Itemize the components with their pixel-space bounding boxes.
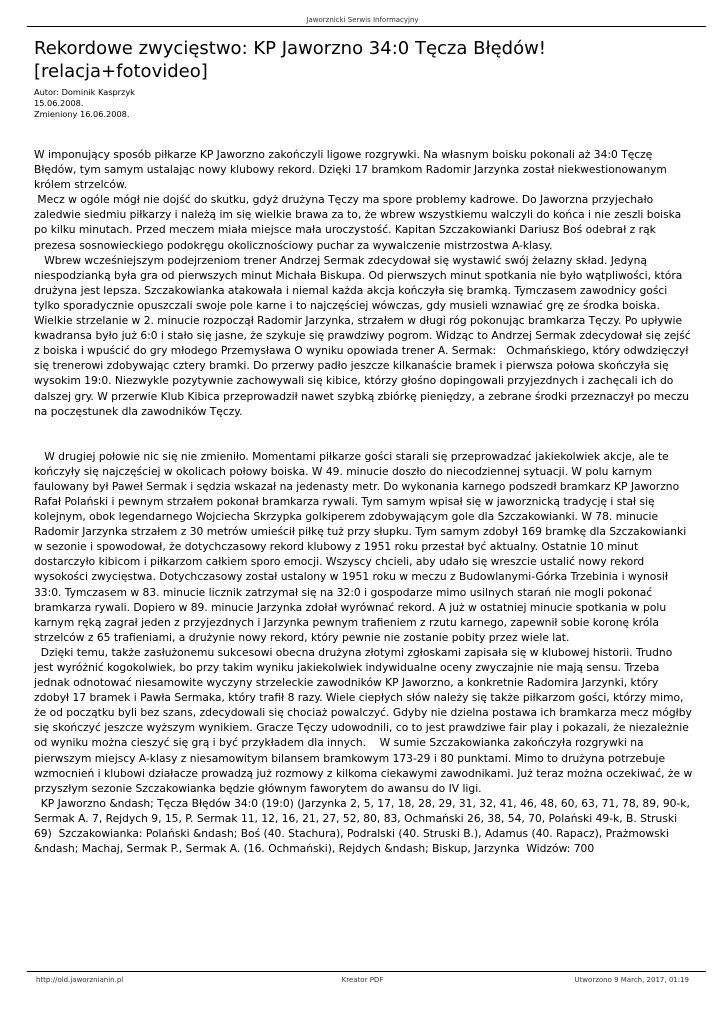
footer-divider — [27, 971, 706, 972]
article-body — [34, 147, 694, 856]
article-author: Autor: Dominik Kasprzyk — [34, 87, 135, 97]
match-summary: KP Jaworzno &ndash; Tęcza Błędów 34:0 (19:0) (Jarzynka 2, 5, 17, 18, 28, 29, 31, 32, 41, 46, 48, 60, 63, 71, 78, 89, 90-k, Sermak A. 7, Rejdych 9, 15, P. Sermak 11, 12, 16, 21, 27, 52, 80, 83, Ochmański 26, 38, 54, 70, Polański 49-k, B. Struski 69) Szczakowianka: Polański &ndash; Boś (40. Stachura), Podralski (40. Struski B.), Adamus (40. Rapacz), Prażmowski &ndash; Machaj, Sermak P., Sermak A. (16. Ochmański), Rejdych &ndash; Biskup, Jarzynka Widzów: 700 — [34, 796, 694, 856]
article-paragraph: W imponujący sposób piłkarze KP Jaworzno zakończyli ligowe rozgrywki. Na własnym boisku pokonali aż 34:0 Tęczę Błędów, tym samym ustalając nowy klubowy rekord. Dzięki 17 bramkom Radomir Jarzynka został niekwestionowanym królem strzelców. — [34, 148, 671, 192]
paragraph-gap — [34, 419, 694, 449]
article-meta — [34, 87, 135, 120]
article-modified: Zmieniony 16.06.2008. — [34, 109, 130, 119]
article-date: 15.06.2008. — [34, 98, 84, 108]
article-paragraph: Wbrew wcześniejszym podejrzeniom trener Andrzej Sermak zdecydował się wystawić swój żelazny skład. Jedyną niespodzianką była gra od pierwszych minut Michała Biskupa. Od pierwszych minut spotkania nie było wątpliwości, która drużyna jest lepsza. Szczakowianka atakowała i niemal każda akcja kończyła się bramką. Tymczasem zawodnicy gości tylko sporadycznie opuszczali swoje pole karne i to najczęściej wówczas, gdy musieli wznawiać grę ze środka boiska. Wielkie strzelanie w 2. minucie rozpoczął Radomir Jarzynka, strzałem w długi róg pokonując bramkarza Tęczy. Po upływie kwadransa było już 6:0 i stało się jasne, że szykuje się prawdziwy pogrom. Widząc to Andrzej Sermak zdecydował się zejść z boiska i wpuścić do gry młodego Przemysława O wyniku opowiada trener A. Sermak: Ochmańskiego, który odwdzięczył się trenerowi zdobywając cztery bramki. Do przerwy padło jeszcze kilkanaście bramek i pierwsza połowa skończyła się wysokim 19:0. Niezwykle pozytywnie zachowywali się kibice, którzy głośno dopingowali przyjezdnych i zachęcali ich do dalszej gry. W przerwie Klub Kibica przeprowadził nawet szybką zbiórkę pieniędzy, a zebrane środki przeznaczył po meczu na poczęstunek dla zawodników Tęczy. — [34, 253, 695, 418]
footer-created: Utworzono 9 March, 2017, 01:19 — [574, 976, 689, 984]
article-paragraph: Mecz w ogóle mógł nie dojść do skutku, gdyż drużyna Tęczy ma spore problemy kadrowe. Do Jaworzna przyjechało zaledwie siedmiu piłkarzy i należą im się wielkie brawa za to, że wbrew wszystkiemu walczyli do końca i nie zeszli boiska po kilku minutach. Przed meczem miała miejsce mała uroczystość. Kapitan Szczakowianki Dariusz Boś odebrał z rąk prezesa sosnowieckiego podokręgu okolicznościowy puchar za wywalczenie mistrzostwa A-klasy. — [34, 193, 685, 252]
header-divider — [27, 26, 706, 27]
site-header: Jaworznicki Serwis Informacyjny — [306, 16, 419, 24]
article-paragraph: Dzięki temu, także zasłużonemu sukcesowi obecna drużyna złotymi zgłoskami zapisała się w klubowej historii. Trudno jest wyróżnić kogokolwiek, bo przy takim wyniku jakiekolwiek indywidualne oceny zwyczajnie nie mają sensu. Trzeba jednak odnotować niesamowite wyczyny strzeleckie zawodników KP Jaworzno, a konkretnie Radomira Jarzynki, który zdobył 17 bramek i Pawła Sermaka, który trafił 8 razy. Wiele ciepłych słów należy się także piłkarzom gości, którzy mimo, że od początku byli bez szans, zdecydowali się chociaż powalczyć. Gdyby nie dzielna postawa ich bramkarza mecz mógłby się skończyć jeszcze wyższym wynikiem. Gracze Tęczy udowodnili, co to jest prawdziwe fair play i pokazali, że niezależnie od wyniku można cieszyć się grą i być przykładem dla innych. W sumie Szczakowianka zakończyła rozgrywki na pierwszym miejscy A-klasy z niesamowitym bilansem bramkowym 173-29 i 80 punktami. Mimo to drużyna potrzebuje wzmocnień i klubowi działacze prowadzą już rozmowy z kilkoma ciekawymi zawodnikami. Już teraz można oczekiwać, że w przyszłym sezonie Szczakowianka będzie głównym faworytem do awansu do IV ligi. — [34, 645, 696, 795]
article-title: Rekordowe zwycięstwo: KP Jaworzno 34:0 Tęcza Błędów! [relacja+fotovideo] — [34, 38, 547, 82]
article-paragraph: W drugiej połowie nic się nie zmieniło. Momentami piłkarze gości starali się przeprowadzać jakiekolwiek akcje, ale te kończyły się najczęściej w okolicach połowy boiska. W 49. minucie doszło do niecodziennej sytuacji. W polu karnym faulowany był Paweł Sermak i sędzia wskazał na jedenasty metr. Do wykonania karnego podszedł bramkarz KP Jaworzno Rafał Polański i pewnym strzałem pokonał bramkarza rywali. Tym samym wpisał się w jaworznicką tradycję i stał się kolejnym, obok legendarnego Wojciecha Skrzypka golkiperem zdobywającym gole dla Szczakowianki. W 78. minucie Radomir Jarzynka strzałem z 30 metrów umieścił piłkę tuż przy słupku. Tym samym zdobył 169 bramkę dla Szczakowianki w sezonie i spowodował, że dotychczasowy rekord klubowy z 1951 roku przestał być aktualny. Ostatnie 10 minut dostarczyło kibicom i piłkarzom całkiem sporo emocji. Wszyscy chcieli, aby udało się wreszcie ustalić nowy rekord wysokości zwycięstwa. Dotychczasowy został ustalony w 1951 roku w meczu z Budowlanymi-Górka Trzebinia i wynosił 33:0. Tymczasem w 83. minucie licznik zatrzymał się na 32:0 i gospodarze mimo usilnych starań nie mogli pokonać bramkarza rywali. Dopiero w 89. minucie Jarzynka zdołał wyrównać rekord. A już w ostatniej minucie spotkania w polu karnym ręką zagrał jeden z przyjezdnych i Jarzynka pewnym trafieniem z rzutu karnego, zapewnił sobie koronę króla strzelców z 65 trafieniami, a drużynie nowy rekord, który pewnie nie zostanie pobity przez wiele lat. — [34, 449, 690, 644]
footer-generator: Kreator PDF — [341, 976, 384, 984]
footer-url[interactable]: http://old.jaworznianin.pl — [36, 976, 124, 984]
